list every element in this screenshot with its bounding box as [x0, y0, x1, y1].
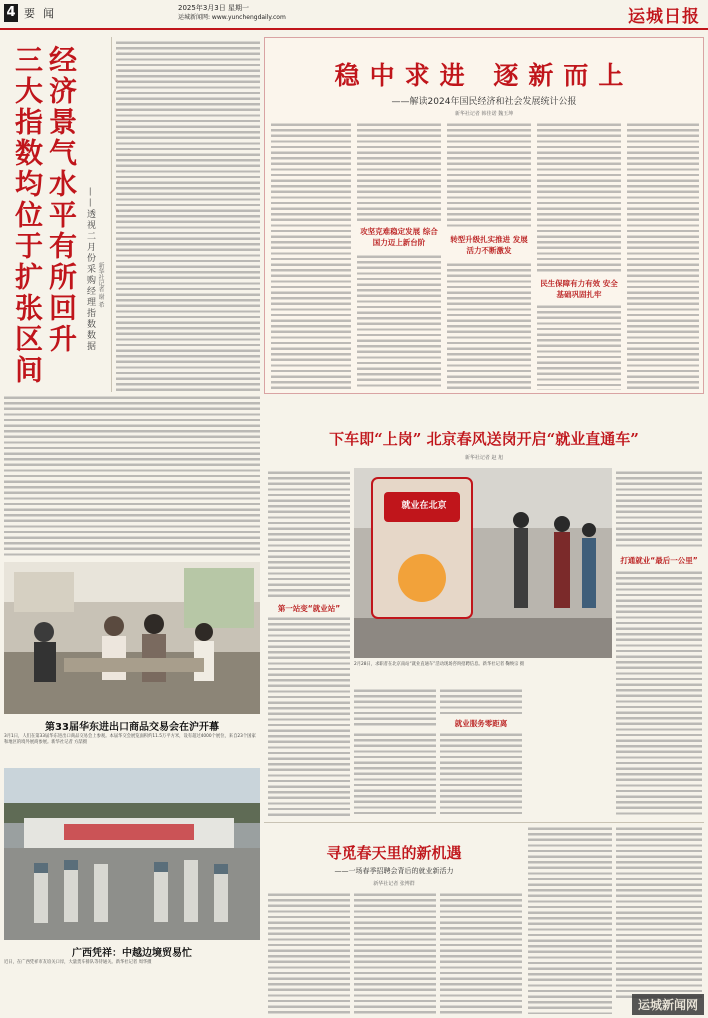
feature-subhead-3: 民生保障有力有效 安全基础巩固扎牢: [540, 279, 618, 299]
jobs-column-1: [268, 470, 350, 600]
page-header: [0, 0, 708, 30]
issue-date: 2025年3月3日 星期一: [178, 4, 249, 12]
page-number: 4: [4, 4, 18, 22]
jobs-photo-caption: 2月28日，求职者在北京南站“就业直通车”活动现场咨询招聘信息。新华社记者 鞠焕宗 摄: [354, 662, 525, 667]
spring-column-4: [616, 826, 702, 998]
header-rule: [0, 28, 708, 30]
jobs-column-3: [440, 688, 522, 716]
lead-headline-block[interactable]: [4, 37, 112, 392]
spring-byline: 新华社记者 张博群: [373, 881, 415, 887]
section-divider: [264, 822, 704, 823]
feature-column-4b: [537, 304, 621, 390]
section-name: 要闻: [24, 7, 62, 20]
lead-subtitle: ——透视二月份采购经理指数数据: [85, 187, 95, 352]
feature-column-5: [627, 122, 699, 390]
masthead-logo: 运城日报: [628, 7, 700, 27]
photo1-caption-text: 3月1日，人们在第33届华东进出口商品交易会上参观。本届华交会展览面积约11.5万平方米，设有超过4000个展位，来自23个国家和地区的境外展商参展。新华社记者 方喆摄: [4, 734, 256, 745]
feature-column-1: [271, 122, 351, 390]
jobs-byline: 新华社记者 赵 旭: [464, 455, 504, 461]
jobs-subhead-1: 第一站变“就业站”: [277, 604, 341, 613]
photo2-caption-title: 广西凭祥：中越边境贸易忙: [72, 948, 192, 959]
jobs-subhead-3: 打通就业“最后一公里”: [620, 556, 698, 565]
jobs-column-3b: [440, 732, 522, 816]
feature-subhead-1: 攻坚克难稳定发展 综合国力迈上新台阶: [360, 227, 438, 247]
jobs-subhead-2: 就业服务零距离: [454, 719, 508, 728]
feature-subtitle: ——解读2024年国民经济和社会发展统计公报: [391, 97, 577, 107]
jobs-column-2b: [354, 732, 436, 816]
feature-column-2b: [357, 254, 441, 390]
spring-column-3: [440, 892, 522, 1014]
jobs-column-4: [616, 470, 702, 550]
website-line[interactable]: 运城新闻网: www.yunchengdaily.com: [178, 14, 286, 21]
jobs-column-1b: [268, 616, 350, 816]
spring-column-2: [354, 892, 436, 1014]
feature-column-3b: [447, 262, 531, 390]
feature-subhead-2: 转型升级扎实推进 发展活力不断激发: [450, 235, 528, 255]
spring-column-5: [528, 826, 612, 1014]
lead-body-full-width: [4, 395, 260, 557]
feature-title: 稳中求进 逐新而上: [334, 61, 634, 90]
feature-column-4: [537, 122, 621, 272]
jobs-column-4b: [616, 570, 702, 816]
lead-body-column-1: [116, 40, 260, 392]
photo-job-fair: [354, 468, 612, 658]
feature-byline: 新华社记者 韩佳诺 魏玉坤: [454, 111, 514, 117]
photo2-caption-text: 近日，在广西凭祥市友谊关口岸，大量货车排队等待通关。新华社记者 周华摄: [4, 960, 152, 965]
photo1-caption-title: 第33届华东进出口商品交易会在沪开幕: [45, 722, 219, 733]
site-watermark: 运城新闻网: [632, 994, 704, 1015]
photo-trade-fair: [4, 562, 260, 714]
jobs-title: 下车即“上岗” 北京春风送岗开启“就业直通车”: [329, 430, 639, 448]
spring-subtitle: ——一场春季招聘会背后的就业新活力: [334, 867, 454, 875]
feature-article-box[interactable]: [264, 37, 704, 394]
lead-headline-line2: 三大指数均位于扩张区间: [11, 45, 44, 386]
photo-border-trade: [4, 768, 260, 940]
job-fair-sign-text: 就业在北京: [401, 501, 447, 511]
spring-column-1: [268, 892, 350, 1014]
feature-column-3: [447, 122, 531, 230]
lead-byline: 新华社记者 谢 希: [97, 262, 104, 308]
jobs-column-2: [354, 688, 436, 728]
feature-column-2: [357, 122, 441, 222]
lead-headline-line1: 经济景气水平有所回升: [45, 45, 78, 355]
spring-title: 寻觅春天里的新机遇: [326, 844, 462, 862]
